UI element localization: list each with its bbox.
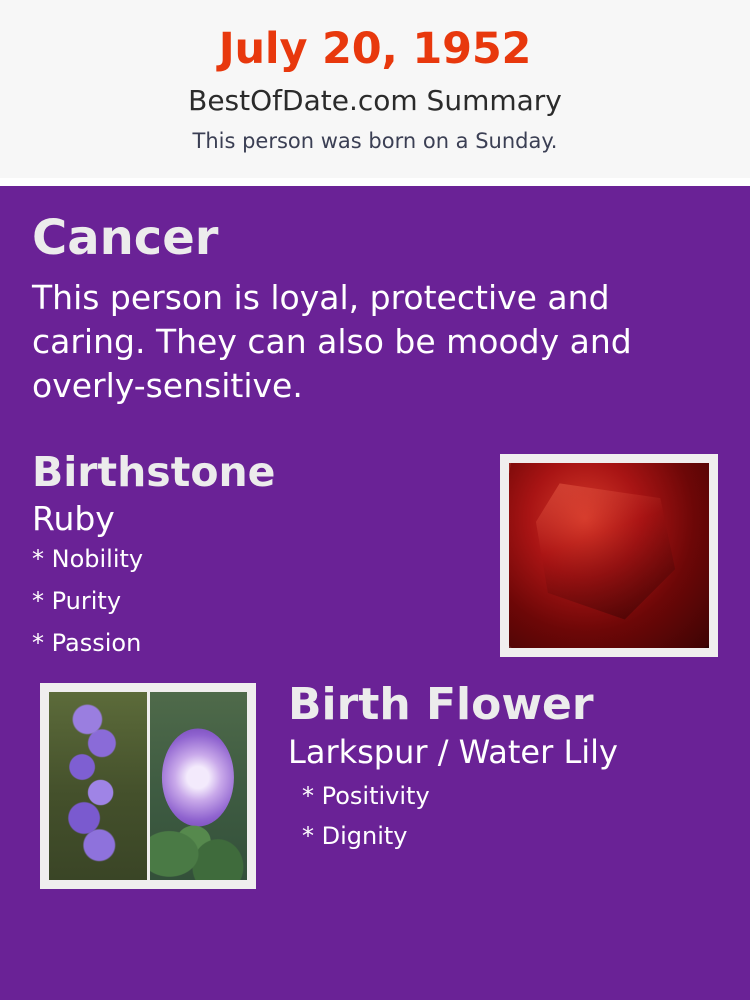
birthstone-trait: * Nobility (32, 544, 144, 573)
larkspur-image (49, 692, 147, 880)
site-summary-label: BestOfDate.com Summary (188, 84, 562, 118)
birthstone-section (32, 447, 718, 657)
birthstone-trait: * Passion (32, 628, 142, 657)
born-day-text: This person was born on a Sunday. (192, 129, 558, 154)
zodiac-sign-name: Cancer (32, 210, 219, 266)
birthstone-name: Ruby (32, 498, 115, 538)
water-lily-image (150, 692, 248, 880)
birthflower-text (288, 678, 718, 851)
birthstone-photo (500, 454, 718, 657)
details-panel (0, 186, 750, 1000)
birthflower-name: Larkspur / Water Lily (288, 732, 618, 771)
birthstone-trait: * Purity (32, 586, 122, 615)
birthflower-title: Birth Flower (288, 678, 594, 730)
header-divider (0, 178, 750, 186)
birthflower-photo (40, 683, 256, 889)
ruby-image (509, 463, 709, 648)
birthflower-trait: * Dignity (302, 822, 408, 851)
page-title: July 20, 1952 (218, 24, 532, 74)
header (0, 0, 750, 178)
birthflower-trait: * Positivity (302, 782, 430, 811)
birthstone-title: Birthstone (32, 447, 276, 496)
zodiac-description: This person is loyal, protective and caring. They can also be moody and overly-sensitive. (32, 278, 632, 405)
birthflower-section (32, 678, 718, 903)
